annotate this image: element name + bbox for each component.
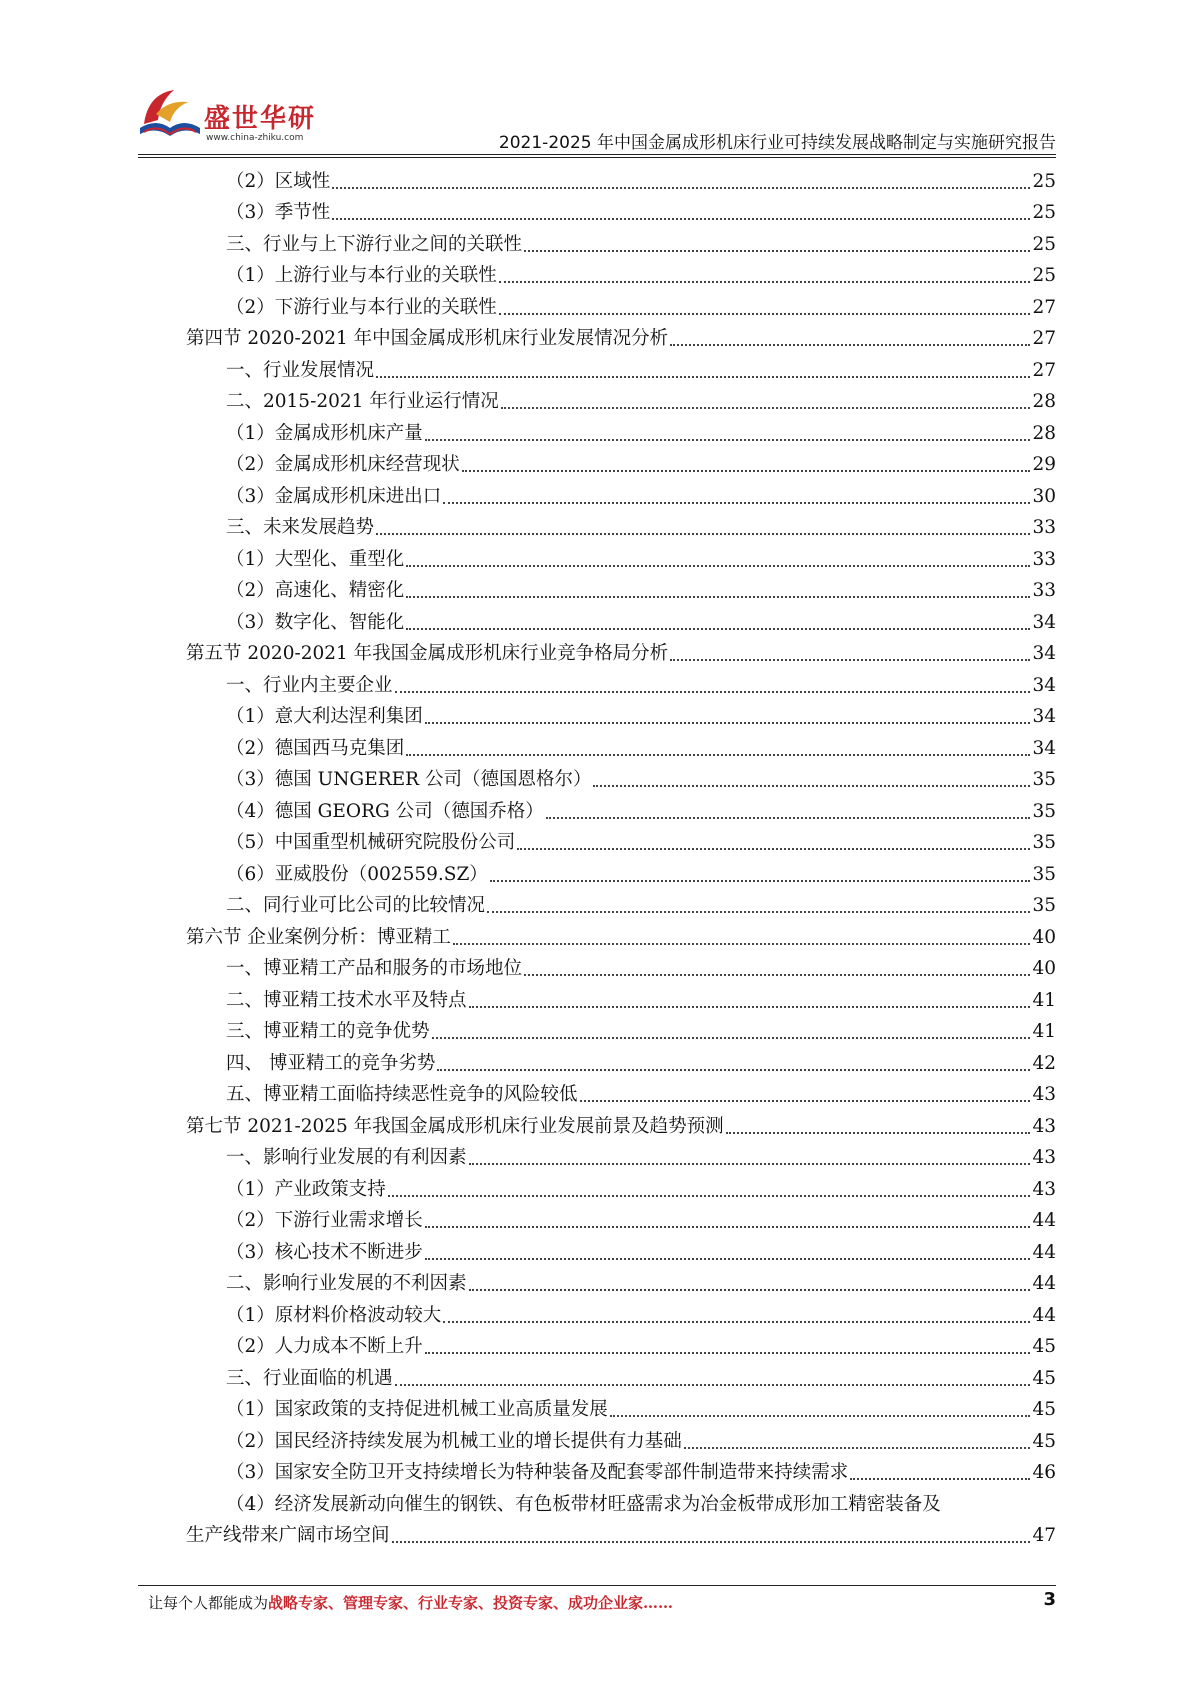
- toc-entry-title: 二、同行业可比公司的比较情况: [226, 895, 486, 916]
- footer-slogan-prefix: 让每个人都能成为: [148, 1594, 269, 1612]
- toc-entry-page: 25: [1032, 265, 1056, 286]
- toc-entry[interactable]: [186, 476, 1056, 508]
- toc-entry-page: 35: [1032, 863, 1056, 885]
- toc-leader-dots: [490, 880, 1031, 882]
- logo-url: www.china-zhiku.com: [206, 133, 304, 143]
- toc-entry-page: 34: [1032, 611, 1056, 633]
- toc-entry[interactable]: [186, 224, 1056, 256]
- toc-entry-page: 25: [1032, 233, 1056, 255]
- toc-entry[interactable]: [186, 1421, 1056, 1453]
- toc-entry[interactable]: [186, 350, 1056, 382]
- toc-leader-dots: [453, 943, 1031, 945]
- toc-entry-title: （2）金属成形机床经营现状: [226, 454, 460, 475]
- toc-entry-page: 41: [1032, 989, 1056, 1011]
- toc-leader-dots: [425, 722, 1031, 724]
- toc-entry-title: （1）产业政策支持: [226, 1178, 386, 1200]
- toc-entry[interactable]: [186, 728, 1056, 760]
- toc-entry-page: 25: [1032, 170, 1056, 192]
- toc-entry-page: 25: [1032, 202, 1056, 223]
- toc-entry-page: 43: [1032, 1084, 1056, 1105]
- toc-entry-title: 第四节 2020-2021 年中国金属成形机床行业发展情况分析: [186, 328, 669, 349]
- toc-leader-dots: [425, 1352, 1031, 1354]
- toc-leader-dots: [425, 439, 1031, 441]
- toc-leader-dots: [443, 502, 1030, 504]
- toc-entry-page: 44: [1032, 1304, 1056, 1326]
- footer-slogan: [148, 1592, 673, 1613]
- header-divider-secondary: [138, 157, 1056, 158]
- toc-entry-title: （3）数字化、智能化: [226, 611, 405, 633]
- toc-entry[interactable]: [186, 571, 1056, 603]
- toc-entry[interactable]: [186, 256, 1056, 288]
- toc-leader-dots: [376, 376, 1030, 378]
- toc-leader-dots: [406, 565, 1030, 567]
- toc-leader-dots: [406, 596, 1030, 598]
- toc-entry-page: 43: [1032, 1178, 1056, 1200]
- toc-entry-page: 45: [1032, 1399, 1056, 1420]
- toc-entry[interactable]: [186, 1075, 1056, 1107]
- toc-entry-title: （1）国家政策的支持促进机械工业高质量发展: [226, 1399, 608, 1420]
- toc-leader-dots: [610, 1415, 1031, 1417]
- toc-entry[interactable]: [186, 319, 1056, 351]
- toc-entry-page: 47: [1032, 1525, 1056, 1546]
- toc-entry[interactable]: [186, 193, 1056, 225]
- toc-entry-title: （1）意大利达涅利集团: [226, 706, 423, 727]
- toc-entry-title: （2）德国西马克集团: [226, 737, 405, 759]
- toc-entry-title: 三、行业与上下游行业之间的关联性: [226, 233, 523, 255]
- toc-entry-page: 33: [1032, 580, 1056, 601]
- toc-entry-page: 34: [1032, 643, 1056, 664]
- toc-entry-page: 40: [1032, 958, 1056, 979]
- footer-slogan-highlight: 战略专家、管理专家、行业专家、投资专家、成功企业家……: [268, 1594, 674, 1612]
- toc-entry-title: （3）核心技术不断进步: [226, 1241, 423, 1263]
- toc-entry[interactable]: [186, 1169, 1056, 1201]
- toc-entry[interactable]: [186, 1201, 1056, 1233]
- toc-entry-page: 28: [1032, 422, 1056, 444]
- toc-entry-title: （3）季节性: [226, 202, 331, 223]
- toc-entry-title: 一、影响行业发展的有利因素: [226, 1147, 467, 1168]
- toc-entry-page: 27: [1032, 359, 1056, 381]
- toc-entry[interactable]: [186, 854, 1056, 886]
- toc-leader-dots: [437, 1069, 1030, 1071]
- toc-entry-title: （1）原材料价格波动较大: [226, 1304, 442, 1326]
- toc-entry-page: 42: [1032, 1052, 1056, 1074]
- toc-entry-title: （2）下游行业需求增长: [226, 1210, 423, 1231]
- toc-entry-title: （2）国民经济持续发展为机械工业的增长提供有力基础: [226, 1430, 682, 1452]
- toc-entry-page: 30: [1032, 485, 1056, 507]
- toc-entry-title: （3）金属成形机床进出口: [226, 485, 442, 507]
- toc-entry-title: 二、博亚精工技术水平及特点: [226, 989, 467, 1011]
- toc-entry[interactable]: [186, 382, 1056, 414]
- footer-divider: [138, 1585, 1056, 1586]
- toc-entry-title: （2）下游行业与本行业的关联性: [226, 296, 497, 318]
- toc-entry-title: 一、博亚精工产品和服务的市场地位: [226, 958, 523, 979]
- toc-leader-dots: [670, 344, 1030, 346]
- header-divider: [138, 154, 1056, 155]
- toc-leader-dots: [469, 1163, 1031, 1165]
- toc-entry-page: 45: [1032, 1367, 1056, 1389]
- toc-entry-wrapped-continuation[interactable]: [146, 1516, 1056, 1548]
- toc-entry-page: 45: [1032, 1430, 1056, 1452]
- toc-entry-title: 一、行业发展情况: [226, 359, 375, 381]
- toc-entry[interactable]: [186, 1295, 1056, 1327]
- toc-entry-title: 第七节 2021-2025 年我国金属成形机床行业发展前景及趋势预测: [186, 1115, 724, 1137]
- toc-leader-dots: [392, 1541, 1031, 1543]
- toc-entry-title-continuation: 生产线带来广阔市场空间: [186, 1525, 390, 1546]
- toc-entry[interactable]: [186, 1390, 1056, 1422]
- toc-entry-title: 三、博亚精工的竞争优势: [226, 1021, 430, 1042]
- toc-leader-dots: [469, 1289, 1031, 1291]
- toc-entry[interactable]: [186, 602, 1056, 634]
- toc-leader-dots: [499, 313, 1031, 315]
- toc-entry[interactable]: [186, 823, 1056, 855]
- toc-entry-page: 34: [1032, 737, 1056, 759]
- toc-entry[interactable]: [186, 697, 1056, 729]
- toc-leader-dots: [726, 1132, 1031, 1134]
- toc-entry[interactable]: [186, 917, 1056, 949]
- toc-entry[interactable]: [186, 161, 1056, 193]
- toc-leader-dots: [332, 187, 1030, 189]
- table-of-contents: [186, 161, 1056, 1547]
- toc-entry[interactable]: [186, 508, 1056, 540]
- toc-leader-dots: [462, 470, 1031, 472]
- toc-entry-page: 34: [1032, 674, 1056, 696]
- toc-entry-title: （3）国家安全防卫开支持续增长为特种装备及配套零部件制造带来持续需求: [226, 1462, 849, 1483]
- toc-leader-dots: [376, 533, 1030, 535]
- toc-entry-page: 44: [1032, 1273, 1056, 1294]
- toc-leader-dots: [499, 281, 1031, 283]
- toc-entry-page: 41: [1032, 1021, 1056, 1042]
- toc-leader-dots: [670, 659, 1030, 661]
- toc-leader-dots: [593, 785, 1030, 787]
- toc-entry[interactable]: [186, 413, 1056, 445]
- toc-entry-page: 33: [1032, 517, 1056, 538]
- toc-entry-title: 第五节 2020-2021 年我国金属成形机床行业竞争格局分析: [186, 643, 669, 664]
- toc-entry-page: 28: [1032, 391, 1056, 412]
- toc-entry-title: 二、影响行业发展的不利因素: [226, 1273, 467, 1294]
- toc-entry-page: 35: [1032, 769, 1056, 790]
- toc-leader-dots: [517, 848, 1030, 850]
- toc-leader-dots: [425, 1258, 1031, 1260]
- toc-entry[interactable]: [186, 1043, 1056, 1075]
- toc-entry[interactable]: [186, 1138, 1056, 1170]
- toc-entry-title: （2）区域性: [226, 170, 331, 192]
- toc-leader-dots: [684, 1447, 1031, 1449]
- toc-entry-title: （2）人力成本不断上升: [226, 1336, 423, 1357]
- toc-entry[interactable]: [186, 1232, 1056, 1264]
- toc-entry-title: （3）德国 UNGERER 公司（德国恩格尔）: [226, 769, 592, 790]
- toc-entry-title: 四、 博亚精工的竞争劣势: [226, 1052, 436, 1074]
- toc-entry-title: 二、2015-2021 年行业运行情况: [226, 391, 499, 412]
- toc-entry-title: （6）亚威股份（002559.SZ）: [226, 863, 488, 885]
- company-logo: [138, 78, 328, 148]
- toc-entry-page: 46: [1032, 1462, 1056, 1483]
- toc-leader-dots: [524, 250, 1030, 252]
- toc-leader-dots: [332, 218, 1030, 220]
- toc-leader-dots: [487, 911, 1030, 913]
- toc-entry[interactable]: [186, 1106, 1056, 1138]
- toc-leader-dots: [469, 1006, 1031, 1008]
- toc-leader-dots: [395, 1384, 1031, 1386]
- toc-entry[interactable]: [186, 665, 1056, 697]
- toc-entry-page: 43: [1032, 1115, 1056, 1137]
- toc-leader-dots: [406, 628, 1030, 630]
- toc-entry[interactable]: [186, 886, 1056, 918]
- toc-leader-dots: [388, 1195, 1031, 1197]
- toc-leader-dots: [524, 974, 1030, 976]
- toc-entry-title: （2）高速化、精密化: [226, 580, 405, 601]
- toc-entry[interactable]: [186, 791, 1056, 823]
- toc-leader-dots: [406, 754, 1030, 756]
- toc-entry-page: 29: [1032, 454, 1056, 475]
- toc-entry[interactable]: [186, 287, 1056, 319]
- toc-entry-page: 43: [1032, 1147, 1056, 1168]
- page-header: [138, 78, 1056, 154]
- toc-leader-dots: [546, 817, 1031, 819]
- toc-leader-dots: [443, 1321, 1030, 1323]
- toc-entry-title: （4）经济发展新动向催生的钢铁、有色板带材旺盛需求为冶金板带成形加工精密装备及: [226, 1493, 941, 1515]
- toc-entry-page: 35: [1032, 832, 1056, 853]
- toc-entry-page: 44: [1032, 1210, 1056, 1231]
- toc-entry-page: 27: [1032, 296, 1056, 318]
- toc-leader-dots: [395, 691, 1031, 693]
- toc-entry-page: 45: [1032, 1336, 1056, 1357]
- toc-entry-title: 第六节 企业案例分析：博亚精工: [186, 926, 451, 948]
- toc-leader-dots: [850, 1478, 1030, 1480]
- toc-leader-dots: [580, 1100, 1031, 1102]
- toc-entry-title: （1）金属成形机床产量: [226, 422, 423, 444]
- logo-book-icon: [138, 84, 202, 142]
- toc-entry[interactable]: [186, 980, 1056, 1012]
- toc-entry[interactable]: [186, 634, 1056, 666]
- toc-entry[interactable]: [186, 760, 1056, 792]
- toc-entry-title: 五、博亚精工面临持续恶性竞争的风险较低: [226, 1084, 578, 1105]
- toc-entry-title: （1）上游行业与本行业的关联性: [226, 265, 497, 286]
- toc-entry-page: 33: [1032, 548, 1056, 570]
- toc-entry[interactable]: [186, 445, 1056, 477]
- logo-name: 盛世华研: [204, 104, 317, 134]
- toc-entry-title: （4）德国 GEORG 公司（德国乔格）: [226, 800, 544, 822]
- toc-entry-page: 44: [1032, 1241, 1056, 1263]
- toc-entry-title: （5）中国重型机械研究院股份公司: [226, 832, 516, 853]
- toc-entry-page: 27: [1032, 328, 1056, 349]
- toc-entry-page: 34: [1032, 706, 1056, 727]
- toc-leader-dots: [425, 1226, 1031, 1228]
- toc-entry[interactable]: [186, 1358, 1056, 1390]
- toc-entry-wrapped[interactable]: [186, 1484, 1056, 1516]
- report-title: 2021-2025 年中国金属成形机床行业可持续发展战略制定与实施研究报告: [498, 133, 1056, 153]
- toc-entry-title: 三、行业面临的机遇: [226, 1367, 393, 1389]
- toc-entry-title: 一、行业内主要企业: [226, 674, 393, 696]
- toc-entry[interactable]: [186, 1453, 1056, 1485]
- page-number: 3: [1043, 1589, 1056, 1610]
- toc-entry[interactable]: [186, 1327, 1056, 1359]
- toc-entry[interactable]: [186, 949, 1056, 981]
- toc-entry-title: （1）大型化、重型化: [226, 548, 405, 570]
- toc-entry-title: 三、未来发展趋势: [226, 517, 375, 538]
- toc-entry[interactable]: [186, 1264, 1056, 1296]
- toc-entry-page: 35: [1032, 895, 1056, 916]
- toc-entry[interactable]: [186, 1012, 1056, 1044]
- toc-entry[interactable]: [186, 539, 1056, 571]
- toc-leader-dots: [501, 407, 1031, 409]
- toc-leader-dots: [432, 1037, 1031, 1039]
- toc-entry-page: 40: [1032, 926, 1056, 948]
- toc-entry-page: 35: [1032, 800, 1056, 822]
